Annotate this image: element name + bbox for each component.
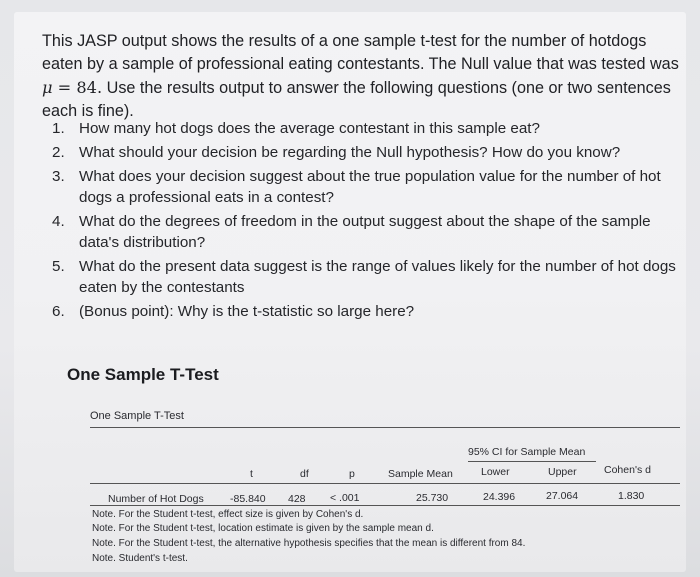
question-text: What does your decision suggest about the true population value for the number of hot dogs a professional eats in a contest?: [79, 168, 661, 206]
cell-sample-mean: 25.730: [416, 492, 449, 504]
col-header-sample-mean: Sample Mean: [388, 468, 453, 480]
question-text: What should your decision be regarding the Null hypothesis? How do you know?: [79, 144, 621, 161]
col-header-lower: Lower: [481, 466, 510, 478]
row-label: Number of Hot Dogs: [108, 493, 204, 505]
question-number: 6.: [52, 303, 65, 320]
col-header-t: t: [250, 468, 253, 480]
header-bottom-rule: [90, 483, 680, 484]
question-number: 4.: [52, 213, 65, 230]
question-text: What do the present data suggest is the range of values likely for the number of hot dogs eaten by the contestants: [79, 258, 676, 296]
section-title: One Sample T-Test: [67, 365, 219, 384]
ci-header-rule: [468, 461, 596, 462]
question-list: [52, 118, 682, 325]
col-header-upper: Upper: [548, 466, 577, 478]
question-item: [52, 256, 682, 298]
question-number: 2.: [52, 144, 65, 161]
table-note: Note. For the Student t-test, the alternative hypothesis specifies that the mean is different from 84.: [92, 538, 526, 549]
col-header-cohens-d: Cohen's d: [604, 464, 651, 476]
question-item: [52, 118, 682, 139]
question-number: 5.: [52, 258, 65, 275]
question-item: [52, 166, 682, 208]
question-number: 1.: [52, 120, 65, 137]
mu-symbol: μ: [42, 78, 53, 97]
question-text: What do the degrees of freedom in the output suggest about the shape of the sample data's distribution?: [79, 213, 651, 251]
table-title: One Sample T-Test: [90, 410, 184, 422]
cell-t: -85.840: [230, 493, 266, 505]
cell-p: < .001: [330, 492, 360, 504]
table-top-rule: [90, 427, 680, 428]
table-note: Note. For the Student t-test, location estimate is given by the sample mean d.: [92, 523, 434, 534]
question-text: (Bonus point): Why is the t-statistic so large here?: [79, 303, 415, 320]
table-note: Note. Student's t-test.: [92, 553, 188, 564]
ci-header: 95% CI for Sample Mean: [468, 446, 586, 458]
question-item: [52, 301, 682, 322]
cell-lower: 24.396: [483, 491, 516, 503]
table-bottom-rule: [90, 505, 680, 506]
col-header-p: p: [349, 468, 355, 480]
cell-upper: 27.064: [546, 490, 579, 502]
intro-text: This JASP output shows the results of a one sample t-test for the number of hotdogs eaten by a sample of professional eating contestants. The Null value that was tested was: [42, 32, 679, 73]
intro-instructions: Use the results output to answer the following questions (one or two sentences each is fine).: [42, 79, 671, 120]
table-note: Note. For the Student t-test, effect size is given by Cohen's d.: [92, 509, 364, 520]
question-text: How many hot dogs does the average contestant in this sample eat?: [79, 120, 540, 137]
question-item: [52, 142, 682, 163]
question-item: [52, 211, 682, 253]
col-header-df: df: [300, 468, 309, 480]
cell-df: 428: [288, 493, 306, 505]
question-number: 3.: [52, 168, 65, 185]
null-value: = 84.: [52, 78, 103, 97]
worksheet-page: [14, 12, 686, 572]
cell-cohens-d: 1.830: [618, 490, 645, 502]
intro-paragraph: [42, 30, 682, 123]
